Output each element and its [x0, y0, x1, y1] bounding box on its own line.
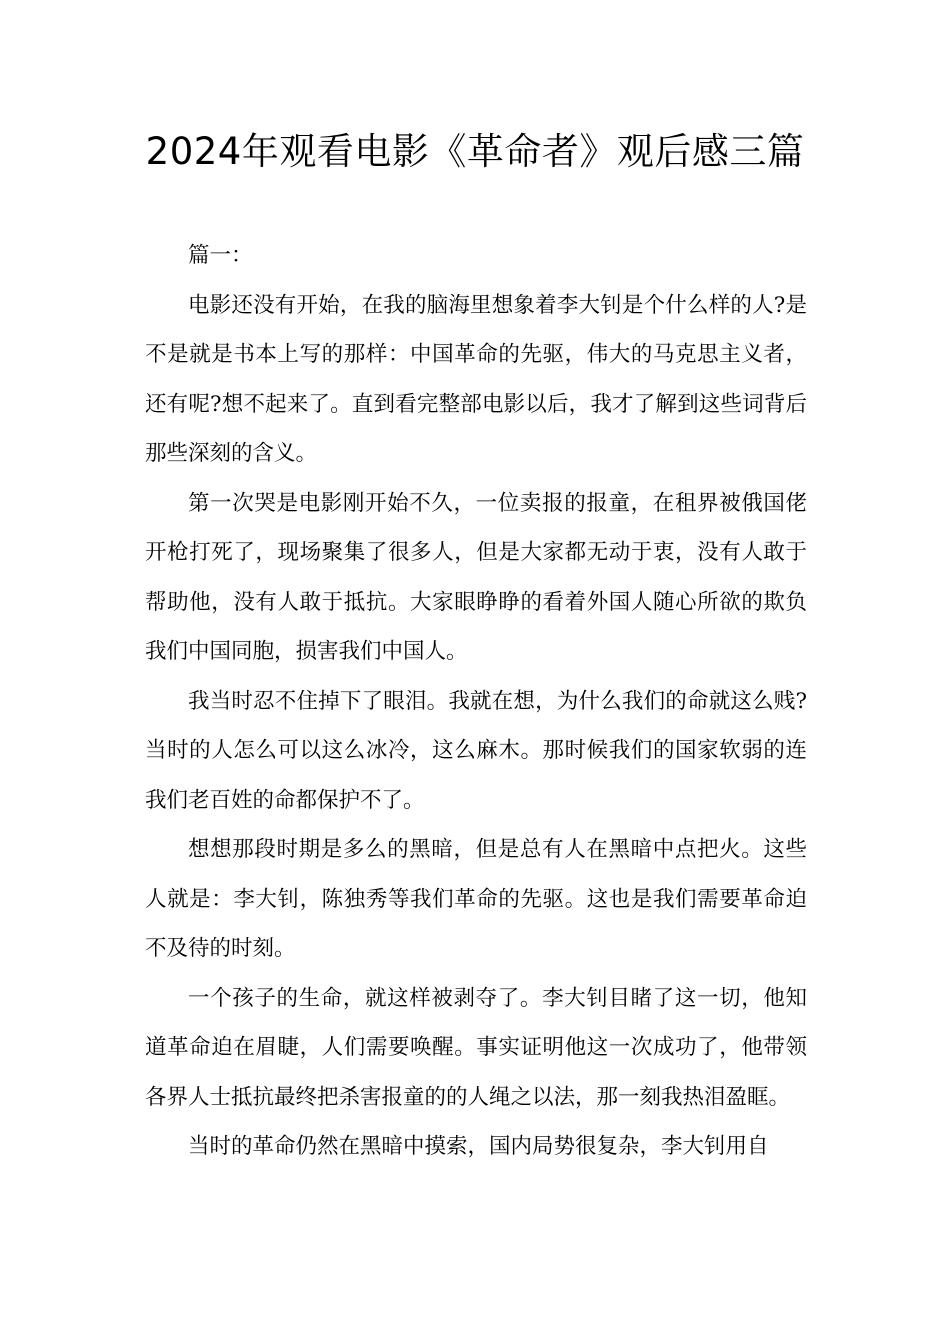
paragraph-2: 第一次哭是电影刚开始不久，一位卖报的报童，在租界被俄国佬开枪打死了，现场聚集了很多人，但是大家都无动于衷，没有人敢于帮助他，没有人敢于抵抗。大家眼睁睁的看着外国人随心所欲的欺负我们中国同胞，损害我们中国人。 — [145, 490, 807, 664]
paragraph-5: 一个孩子的生命，就这样被剥夺了。李大钊目睹了这一切，他知道革命迫在眉睫，人们需要唤醒。事实证明他这一次成功了，他带领各界人士抵抗最终把杀害报童的的人绳之以法，那一刻我热泪盈眶。 — [145, 985, 807, 1110]
paragraph-6: 当时的革命仍然在黑暗中摸索，国内局势很复杂，李大钊用自 — [188, 1134, 769, 1159]
paragraph-4: 想想那段时期是多么的黑暗，但是总有人在黑暗中点把火。这些人就是：李大钊，陈独秀等我们革命的先驱。这也是我们需要革命迫不及待的时刻。 — [145, 837, 807, 961]
document-body — [145, 231, 807, 1172]
paragraph-1: 电影还没有开始，在我的脑海里想象着李大钊是个什么样的人?是不是就是书本上写的那样：中国革命的先驱，伟大的马克思主义者，还有呢?想不起来了。直到看完整部电影以后，我才了解到这些词背后那些深刻的含义。 — [145, 292, 807, 466]
paragraph-3: 我当时忍不住掉下了眼泪。我就在想，为什么我们的命就这么贱?当时的人怎么可以这么冰冷，这么麻木。那时候我们的国家软弱的连我们老百姓的命都保护不了。 — [145, 688, 807, 813]
section-label: 篇一： — [188, 243, 253, 268]
document-title: 2024年观看电影《革命者》观后感三篇 — [145, 130, 805, 173]
